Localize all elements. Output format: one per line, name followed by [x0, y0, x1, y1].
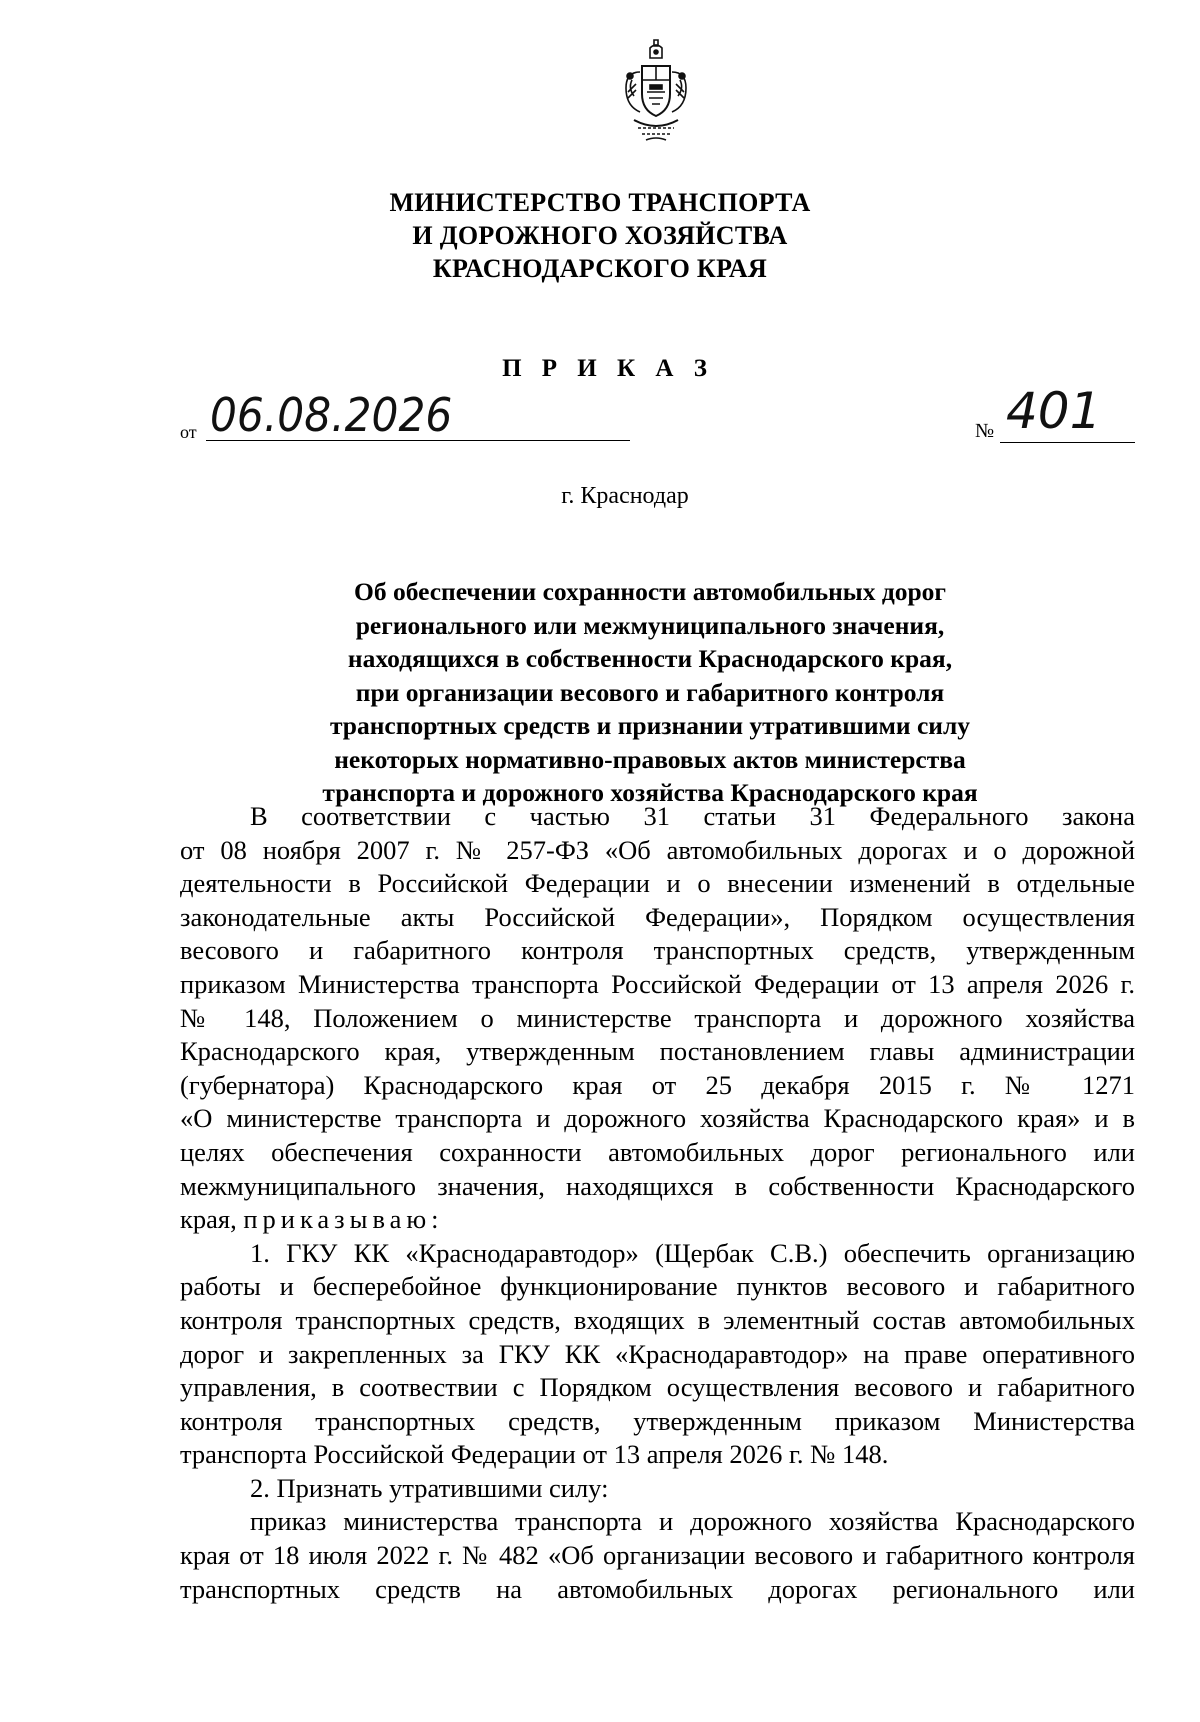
- body-line: контроля транспортных средств, входящих в элементный состав автомобильных: [180, 1304, 1135, 1335]
- body-line: межмуниципального значения, находящихся в собственности Краснодарского: [180, 1170, 1135, 1201]
- body-line: весового и габаритного контроля транспортных средств, утвержденным: [180, 935, 1135, 966]
- order-body: [180, 800, 1135, 1606]
- body-line: работы и бесперебойное функционирование пунктов весового и габаритного: [180, 1271, 1135, 1302]
- subject-line: находящихся в собственности Краснодарского края,: [347, 644, 953, 673]
- body-line: приказ министерства транспорта и дорожного хозяйства Краснодарского: [250, 1506, 1135, 1537]
- body-line: 2. Признать утратившими силу:: [250, 1472, 609, 1503]
- body-line: (губернатора) Краснодарского края от 25 декабря 2015 г. № 1271: [180, 1069, 1135, 1100]
- body-line: законодательные акты Российской Федерации», Порядком осуществления: [180, 901, 1135, 932]
- date-number-row: [180, 382, 1135, 448]
- order-title: П Р И К А З: [502, 355, 714, 382]
- ministry-header-line: МИНИСТЕРСТВО ТРАНСПОРТА: [389, 188, 811, 217]
- body-line: целях обеспечения сохранности автомобильных дорог регионального или: [180, 1136, 1135, 1167]
- order-subject: [250, 575, 1050, 810]
- body-line: приказом Министерства транспорта Российской Федерации от 13 апреля 2026 г.: [180, 968, 1135, 999]
- order-number-handwritten: 401: [1006, 382, 1102, 440]
- ministry-header: [0, 186, 1200, 285]
- date-underline: [206, 440, 630, 441]
- body-line: Краснодарского края, утвержденным постановлением главы администрации: [180, 1036, 1135, 1067]
- ministry-header-line: И ДОРОЖНОГО ХОЗЯЙСТВА: [412, 221, 788, 250]
- number-sign: №: [975, 420, 995, 442]
- body-line: В соответствии с частью 31 статьи 31 Федерального закона: [250, 801, 1135, 831]
- subject-line: транспорта и дорожного хозяйства Краснодарского края: [322, 778, 978, 807]
- city: г. Краснодар: [561, 483, 689, 509]
- body-line: деятельности в Российской Федерации и о внесении изменений в отдельные: [180, 868, 1135, 899]
- body-line: [180, 1203, 1135, 1237]
- ministry-header-line: КРАСНОДАРСКОГО КРАЯ: [432, 254, 768, 283]
- order-date-handwritten: 06.08.2026: [210, 388, 453, 442]
- subject-line: при организации весового и габаритного контроля: [355, 677, 945, 707]
- body-line: транспортных средств на автомобильных дорогах регионального или: [180, 1573, 1135, 1604]
- body-line-prefix: края,: [180, 1204, 237, 1235]
- body-line: края от 18 июля 2022 г. № 482 «Об организации весового и габаритного контроля: [180, 1540, 1135, 1571]
- order-keyword: приказываю:: [243, 1204, 444, 1235]
- body-line: «О министерстве транспорта и дорожного хозяйства Краснодарского края» и в: [180, 1103, 1135, 1134]
- body-line: 1. ГКУ КК «Краснодаравтодор» (Щербак С.В.) обеспечить организацию: [250, 1237, 1135, 1268]
- body-line: № 148, Положением о министерстве транспорта и дорожного хозяйства: [180, 1002, 1135, 1033]
- body-line: контроля транспортных средств, утвержденным приказом Министерства: [180, 1405, 1135, 1436]
- krasnodar-coat-of-arms-icon: [620, 36, 692, 144]
- number-underline: [1000, 442, 1135, 443]
- body-line: от 08 ноября 2007 г. № 257-ФЗ «Об автомобильных дорогах и о дорожной: [180, 834, 1135, 865]
- body-line: дорог и закрепленных за ГКУ КК «Краснодаравтодор» на праве оперативного: [180, 1338, 1135, 1369]
- body-line: транспорта Российской Федерации от 13 апреля 2026 г. № 148.: [180, 1439, 889, 1470]
- subject-line: некоторых нормативно-правовых актов министерства: [334, 744, 966, 774]
- subject-line: Об обеспечении сохранности автомобильных дорог: [353, 577, 946, 606]
- date-prefix: от: [180, 422, 197, 442]
- subject-line: регионального или межмуниципального значения,: [355, 610, 945, 640]
- body-line: управления, в соотвествии с Порядком осуществления весового и габаритного: [180, 1372, 1135, 1403]
- subject-line: транспортных средств и признании утратившими силу: [329, 711, 971, 740]
